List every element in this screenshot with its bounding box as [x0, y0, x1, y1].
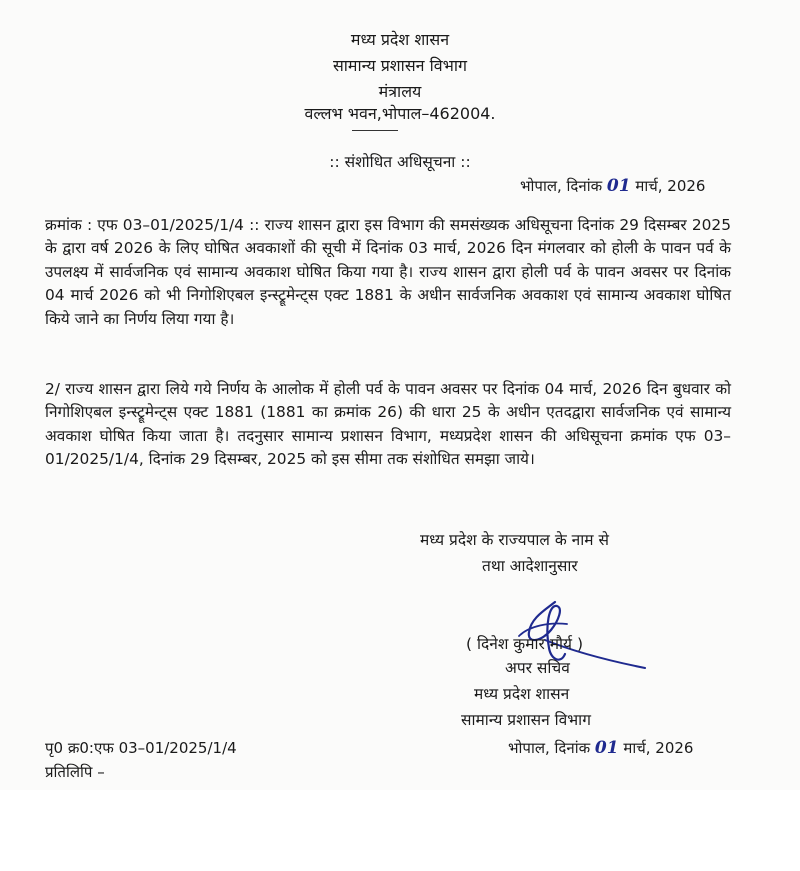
- signatory-department: सामान्य प्रशासन विभाग: [461, 711, 591, 729]
- copy-to-heading: प्रतिलिपि –: [45, 763, 105, 781]
- endorsement-day-handwritten: 01: [594, 738, 619, 758]
- body-paragraph-1: क्रमांक : एफ 03–01/2025/1/4 :: राज्य शासन द्वारा इस विभाग की समसंख्यक अधिसूचना दिनांक 29 दिसम्बर 2025 के द्वारा वर्ष 2026 के लिए घोषित अवकाशों की सूची में दिनांक 03 मार्च, 2026 दिन मंगलवार को होली के पावन पर्व के उपलक्ष्य में सार्वजनिक एवं सामान्य अवकाश घोषित किया गया है। राज्य शासन द्वारा होली पर्व के पावन अवसर पर दिनांक 04 मार्च 2026 को भी निगोशिएबल इन्स्ट्रूमेन्ट्स एक्ट 1881 के अधीन सार्वजनिक अवकाश एवं सामान्य अवकाश घोषित किये जाने का निर्णय लिया गया है।: [45, 216, 731, 328]
- notification-title: :: संशोधित अधिसूचना ::: [329, 153, 471, 171]
- signature-order-line: तथा आदेशानुसार: [482, 557, 578, 575]
- header-divider: [352, 130, 398, 131]
- date-suffix: मार्च, 2026: [635, 177, 706, 195]
- header-government: मध्य प्रदेश शासन: [350, 30, 450, 49]
- header-address: वल्लभ भवन,भोपाल–462004.: [304, 104, 496, 123]
- endorsement-date: [508, 738, 693, 758]
- date-day-handwritten: 01: [606, 176, 631, 196]
- signatory-name: ( दिनेश कुमार मौर्य ): [466, 635, 583, 653]
- endorsement-reference: पृ0 क्र0:एफ 03–01/2025/1/4: [45, 739, 237, 757]
- signature-authority-line: मध्य प्रदेश के राज्यपाल के नाम से: [420, 531, 609, 549]
- notification-date: [520, 176, 705, 196]
- signatory-designation: अपर सचिव: [505, 659, 570, 677]
- body-paragraph-2: 2/ राज्य शासन द्वारा लिये गये निर्णय के आलोक में होली पर्व के पावन अवसर पर दिनांक 04 मार्च, 2026 दिन बुधवार को निगोशिएबल इन्स्ट्रूमेन्ट्स एक्ट 1881 (1881 का क्रमांक 26) की धारा 25 के अधीन एतदद्वारा सार्वजनिक एवं सामान्य अवकाश घोषित किया जाता है। तदनुसार सामान्य प्रशासन विभाग, मध्यप्रदेश शासन की अधिसूचना क्रमांक एफ 03–01/2025/1/4, दिनांक 29 दिसम्बर, 2025 को इस सीमा तक संशोधित समझा जाये।: [45, 380, 731, 469]
- header-department: सामान्य प्रशासन विभाग: [332, 56, 468, 75]
- endorsement-date-prefix: भोपाल, दिनांक: [508, 739, 591, 757]
- header-secretariat: मंत्रालय: [378, 82, 422, 101]
- signatory-organisation: मध्य प्रदेश शासन: [474, 685, 570, 703]
- endorsement-date-suffix: मार्च, 2026: [623, 739, 694, 757]
- date-prefix: भोपाल, दिनांक: [520, 177, 603, 195]
